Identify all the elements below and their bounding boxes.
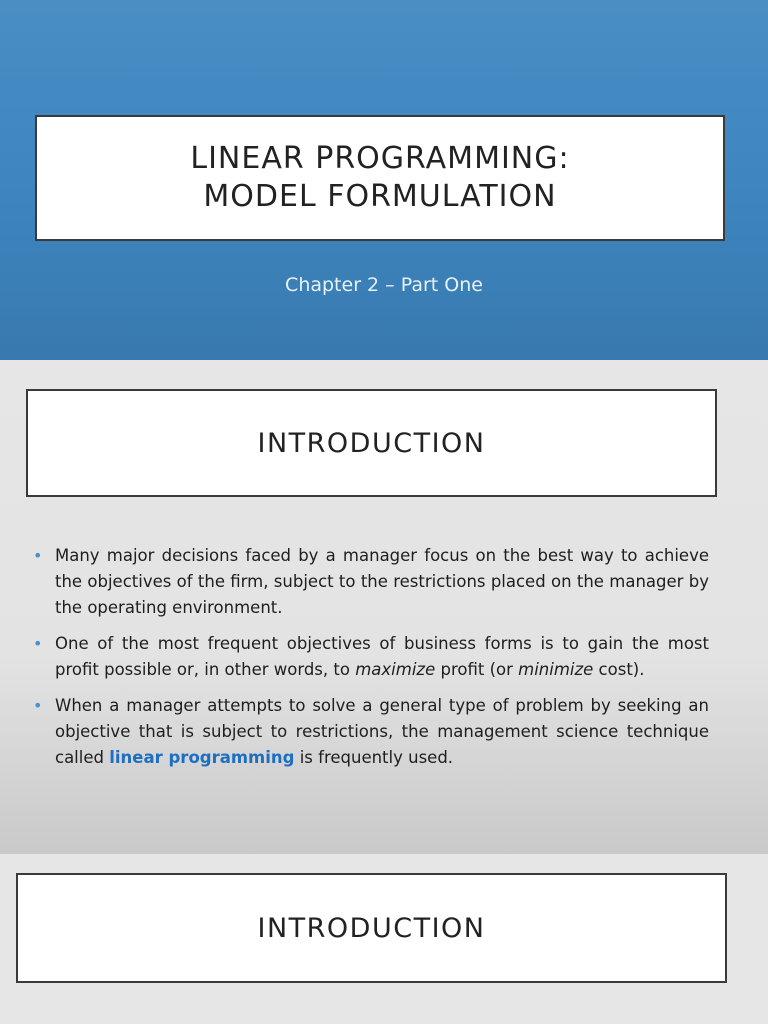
heading-box <box>26 389 717 497</box>
bullet-icon: • <box>33 546 43 565</box>
introduction-slide-1 <box>0 360 768 854</box>
title-line-2: MODEL FORMULATION <box>203 179 557 214</box>
highlight-linear-programming: linear programming <box>109 748 295 767</box>
bullet-text-part: cost). <box>593 660 645 679</box>
bullet-text-part: One of the most frequent objectives of business forms is to gain the most profit possible or, in other words, to <box>55 634 709 679</box>
bullet-text: Many major decisions faced by a manager focus on the best way to achieve the objectives of the firm, subject to the restrictions placed on the manager by the operating environment. <box>55 546 709 617</box>
bullet-list <box>33 543 709 781</box>
bullet-text-part: is frequently used. <box>294 748 454 767</box>
introduction-slide-2 <box>0 854 768 1024</box>
title-slide <box>0 0 768 360</box>
slide-heading: INTRODUCTION <box>257 912 486 944</box>
emphasis-minimize: minimize <box>518 660 594 679</box>
bullet-text-part: profit (or <box>435 660 519 679</box>
slide-subtitle: Chapter 2 – Part One <box>285 274 483 296</box>
heading-box <box>16 873 727 983</box>
bullet-icon: • <box>33 696 43 715</box>
bullet-icon: • <box>33 634 43 653</box>
title-line-1: LINEAR PROGRAMMING: <box>190 141 570 176</box>
emphasis-maximize: maximize <box>355 660 436 679</box>
bullet-item <box>33 631 709 683</box>
bullet-item <box>33 543 709 621</box>
bullet-text-part: When a manager attempts to solve a general type of problem by seeking an objective that is subject to restrictions, the management science technique called <box>55 696 709 767</box>
title-box <box>35 115 725 241</box>
slide-heading: INTRODUCTION <box>257 427 486 459</box>
bullet-item <box>33 693 709 771</box>
